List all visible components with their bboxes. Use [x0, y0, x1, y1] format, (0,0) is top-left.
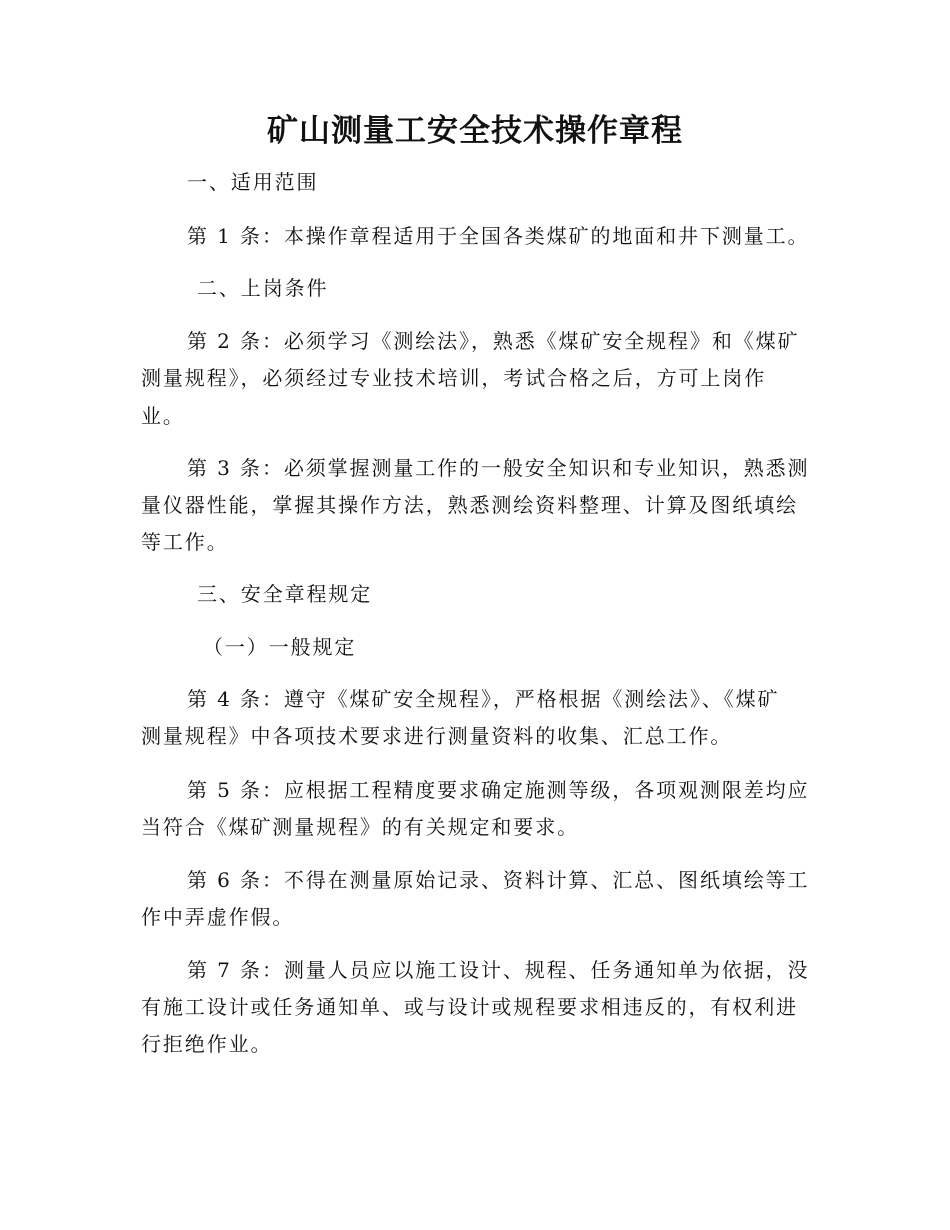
article-1: 第 1 条：本操作章程适用于全国各类煤矿的地面和井下测量工。: [187, 224, 810, 248]
article-2-line: 测量规程》，必须经过专业技术培训，考试合格之后，方可上岗作: [141, 366, 767, 390]
article-7-line: 行拒绝作业。: [141, 1032, 273, 1056]
article-7-line: 有施工设计或任务通知单、或与设计或规程要求相违反的，有权利进: [141, 995, 798, 1019]
article-2-line: 业。: [141, 404, 185, 428]
article-4-line: 测量规程》中各项技术要求进行测量资料的收集、汇总工作。: [141, 724, 733, 748]
article-5-line: 第 5 条：应根据工程精度要求确定施测等级，各项观测限差均应: [187, 778, 810, 802]
article-6-line: 第 6 条：不得在测量原始记录、资料计算、汇总、图纸填绘等工: [187, 868, 810, 892]
article-3-line: 第 3 条：必须掌握测量工作的一般安全知识和专业知识，熟悉测: [187, 456, 810, 480]
article-7-line: 第 7 条：测量人员应以施工设计、规程、任务通知单为依据，没: [187, 958, 810, 982]
article-6-line: 作中弄虚作假。: [141, 905, 295, 929]
article-3-line: 量仪器性能，掌握其操作方法，熟悉测绘资料整理、计算及图纸填绘: [141, 493, 798, 517]
section-heading-qualification: 二、上岗条件: [197, 276, 329, 300]
article-5-line: 当符合《煤矿测量规程》的有关规定和要求。: [141, 815, 579, 839]
subsection-heading-general: （一）一般规定: [203, 635, 357, 659]
article-3-line: 等工作。: [141, 530, 229, 554]
article-4-line: 第 4 条：遵守《煤矿安全规程》，严格根据《测绘法》、《煤矿: [187, 687, 780, 711]
article-2-line: 第 2 条：必须学习《测绘法》，熟悉《煤矿安全规程》和《煤矿: [187, 329, 800, 353]
document-title: 矿山测量工安全技术操作章程: [267, 113, 683, 149]
section-heading-safety-rules: 三、安全章程规定: [197, 582, 373, 606]
section-heading-scope: 一、适用范围: [187, 170, 319, 194]
